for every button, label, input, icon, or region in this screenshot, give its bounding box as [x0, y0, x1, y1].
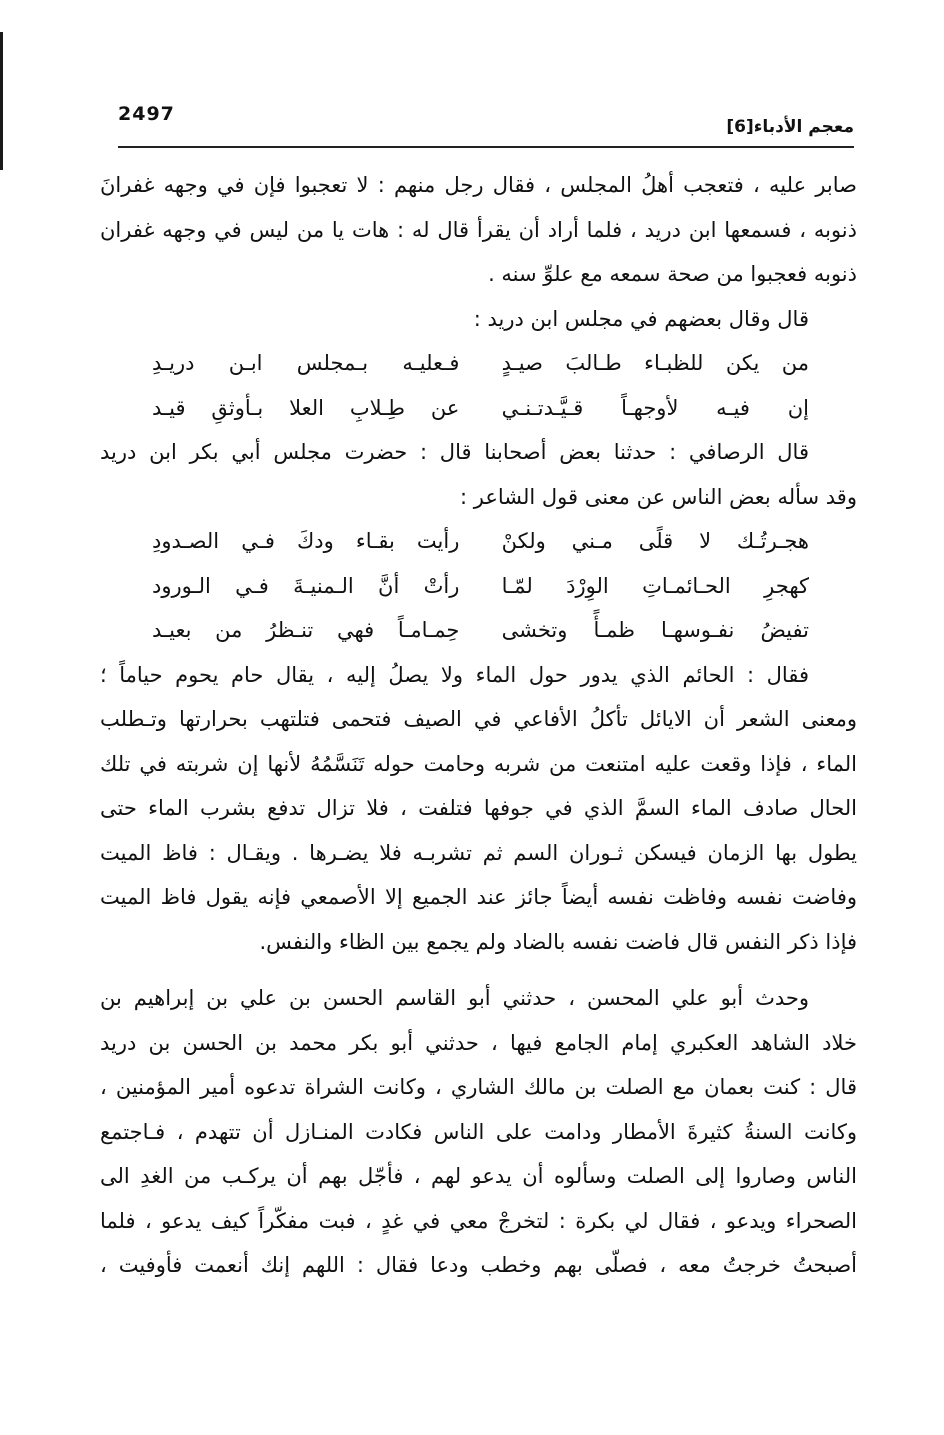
running-head: معجم الأدباء[6] [726, 117, 854, 137]
text-line: قال وقال بعضهم في مجلس ابن دريد : [473, 306, 809, 331]
text-line: ذنوبه فعجبوا من صحة سمعه مع علوِّ سنه . [488, 262, 857, 286]
text-line: وفاضت نفسه وفاظت نفسه أيضاً جائز عند الجميع إلا الأصمعي فإنه يقول فاظ الميت [100, 885, 857, 909]
text-line: الصحراء ويدعو ، فقال لي بكرة : لتخرجْ معي في غدٍ ، فبت مفكّراً كيف يدعو ، فلما [100, 1208, 857, 1233]
text-line: خلاد الشاهد العكبري إمام الجامع فيها ، حدثني أبو بكر محمد بن الحسن بن دريد [100, 1030, 857, 1055]
text-line: فقال : الحائم الذي يدور حول الماء ولا يصلُ إليه ، يقال حام يحوم حياماً ؛ [100, 662, 809, 687]
verse-second-hemistich: فـعليـه بـمجلس ابـن دريـدِ [151, 351, 460, 375]
header-rule [118, 146, 854, 148]
text-line: ومعنى الشعر أن الايائل تأكلُ الأفاعي في الصيف فتحمى فتلتهب بحرارتها وتـطلب [100, 707, 857, 731]
verse-second-hemistich: رأتْ أنَّ الـمنيـةَ فـي الـورود [151, 573, 460, 598]
verse-first-hemistich: إن فيـه لأوجهـاً قـيَّـدتـنـي [501, 395, 809, 420]
text-line: الحال صادف الماء السمَّ الذي في جوفها فتلفت ، فلا تزال تدفع بشرب الماء حتى [100, 796, 857, 820]
verse-first-hemistich: تفيضُ نفـوسهـا ظمـأً وتخشى [501, 618, 809, 642]
text-line: فإذا ذكر النفس قال فاضت نفسه بالضاد ولم يجمع بين الظاء والنفس. [259, 929, 857, 954]
text-line: وكانت السنةُ كثيرةَ الأمطار ودامت على الناس فكادت المنـازل أن تتهدم ، فـاجتمع [100, 1119, 857, 1144]
verse-first-hemistich: كهجرِ الحـائمـاتِ الوِرْدَ لمّـا [501, 573, 809, 598]
verse-first-hemistich: هجـرتُـك لا قلًى مـني ولكنْ [501, 529, 809, 553]
verse-first-hemistich: من يكن للظبـاء طـالبَ صيـدٍ [501, 351, 809, 375]
verse-line [100, 519, 857, 564]
verse-second-hemistich: حِمـامـاً فهي تنـظرُ من بعيـد [151, 618, 460, 642]
text-line: الناس وصاروا إلى الصلت وسألوه أن يدعو لهم ، فأجّل بهم أن يركـب من الغدِ الى [100, 1164, 857, 1188]
text-line: وحدث أبو علي المحسن ، حدثني أبو القاسم الحسن بن علي بن إبراهيم بن [100, 986, 809, 1010]
verse-line [100, 608, 857, 653]
verse-second-hemistich: رأيت بقـاء ودكَ فـي الصـدودِ [151, 529, 460, 553]
text-line: أصبحتُ خرجتُ معه ، فصلّى بهم وخطب ودعا فقال : اللهم إنك أنعمت فأوفيت ، [100, 1253, 857, 1277]
verse-line [100, 386, 857, 431]
text-line: قال الرصافي : حدثنا بعض أصحابنا قال : حضرت مجلس أبي بكر ابن دريد [100, 440, 809, 464]
scan-edge-mark [0, 32, 3, 170]
text-line: صابر عليه ، فتعجب أهلُ المجلس ، فقال رجل منهم : لا تعجبوا فإن في وجهه غفرانَ [100, 173, 857, 197]
verse-second-hemistich: عن طِـلابِ العلا بـأوثقِ قيـد [151, 395, 460, 420]
text-line: يطول بها الزمان فيسكن ثـوران السم ثم تشربـه فلا يضـرها . ويقـال : فاظ الميت [100, 840, 857, 865]
text-line: قال : كنت بعمان مع الصلت بن مالك الشاري ، وكانت الشراة تدعوه أمير المؤمنين ، [100, 1075, 857, 1099]
verse-line [100, 564, 857, 609]
text-line: وقد سأله بعض الناس عن معنى قول الشاعر : [459, 484, 857, 509]
page-number: 2497 [118, 103, 175, 125]
verse-line [100, 341, 857, 386]
text-line: الماء ، فإذا وقعت عليه امتنعت من شربه وحامت حوله تَنَسَّمُهُ لأنها إن شربته في تلك [100, 751, 857, 776]
text-line: ذنوبه ، فسمعها ابن دريد ، فلما أراد أن يقرأ قال له : هات يا من ليس في وجهه غفران [100, 217, 857, 242]
page-body [100, 163, 857, 1288]
